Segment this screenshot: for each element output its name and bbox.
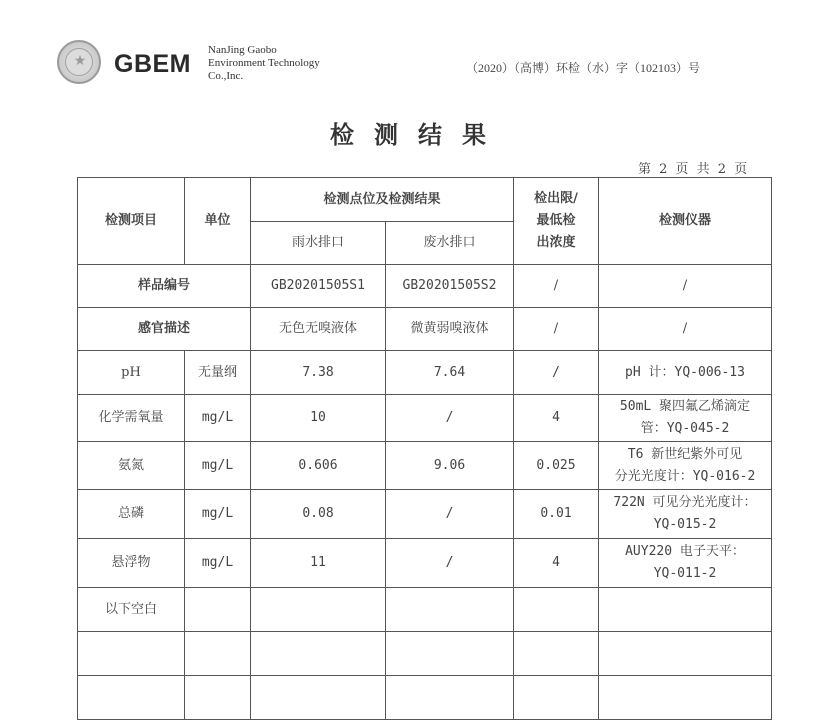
row-p1: 0.08 xyxy=(251,490,386,539)
row-limit: 4 xyxy=(514,539,599,588)
row-item: pH xyxy=(78,351,185,395)
header-detection-limit-line: 最低检 xyxy=(536,213,576,228)
page-title: 检测结果 xyxy=(330,120,506,149)
row-unit: mg/L xyxy=(185,442,251,490)
row-limit: 4 xyxy=(514,395,599,442)
empty-cell xyxy=(599,632,772,676)
empty-cell xyxy=(514,588,599,632)
row-item: 化学需氧量 xyxy=(78,395,185,442)
row-p2: / xyxy=(386,539,514,588)
row-instrument xyxy=(599,490,772,539)
empty-cell xyxy=(599,588,772,632)
empty-cell xyxy=(599,676,772,720)
empty-cell xyxy=(185,676,251,720)
instrument-line: 722N 可见分光光度计： xyxy=(613,495,757,510)
table-row xyxy=(78,442,772,490)
document-number: （2020）（高博）环检（水）字（102103）号 xyxy=(466,61,701,75)
sensory-p2: 微黄弱嗅液体 xyxy=(386,308,514,351)
empty-cell xyxy=(386,632,514,676)
company-name-line: Environment Technology xyxy=(208,57,320,69)
empty-cell xyxy=(514,632,599,676)
header-detection-limit xyxy=(514,178,599,265)
table-row xyxy=(78,539,772,588)
row-p2: 9.06 xyxy=(386,442,514,490)
instrument-line: 管：YQ-045-2 xyxy=(640,421,730,436)
company-name-line: NanJing Gaobo xyxy=(208,44,277,56)
empty-cell xyxy=(386,588,514,632)
sample-limit: / xyxy=(514,265,599,308)
row-unit: 无量纲 xyxy=(185,351,251,395)
row-unit: mg/L xyxy=(185,490,251,539)
row-instrument xyxy=(599,395,772,442)
empty-cell xyxy=(514,676,599,720)
empty-cell xyxy=(78,676,185,720)
company-logo-text: GBEM xyxy=(114,50,191,78)
sensory-label: 感官描述 xyxy=(78,308,251,351)
header-point2: 废水排口 xyxy=(386,222,514,265)
row-p1: 0.606 xyxy=(251,442,386,490)
row-item: 氨氮 xyxy=(78,442,185,490)
row-limit: 0.025 xyxy=(514,442,599,490)
sample-p1: GB20201505S1 xyxy=(251,265,386,308)
row-unit: mg/L xyxy=(185,395,251,442)
instrument-line: pH 计：YQ-006-13 xyxy=(625,364,745,380)
empty-cell xyxy=(251,676,386,720)
table-row-sensory xyxy=(78,308,772,351)
header-detection-limit-line: 出浓度 xyxy=(536,235,576,250)
empty-cell xyxy=(386,676,514,720)
instrument-line: YQ-011-2 xyxy=(653,566,717,581)
table-row xyxy=(78,395,772,442)
empty-cell xyxy=(251,632,386,676)
row-item: 悬浮物 xyxy=(78,539,185,588)
instrument-line: T6 新世纪紫外可见 xyxy=(627,446,743,462)
table-row xyxy=(78,351,772,395)
row-p2: / xyxy=(386,395,514,442)
company-name-line: Co.,Inc. xyxy=(208,70,244,82)
sensory-limit: / xyxy=(514,308,599,351)
empty-cell xyxy=(78,632,185,676)
company-name xyxy=(208,44,320,83)
header-detection-limit-line: 检出限/ xyxy=(534,191,578,206)
sample-instrument: / xyxy=(599,265,772,308)
instrument-line: 50mL 聚四氟乙烯滴定 xyxy=(619,399,751,414)
header-instrument: 检测仪器 xyxy=(599,178,772,265)
sensory-instrument: / xyxy=(599,308,772,351)
empty-cell xyxy=(185,588,251,632)
table-row-empty xyxy=(78,676,772,720)
row-p2: 7.64 xyxy=(386,351,514,395)
table-header-row xyxy=(78,178,772,222)
sensory-p1: 无色无嗅液体 xyxy=(251,308,386,351)
empty-cell xyxy=(185,632,251,676)
row-p2: / xyxy=(386,490,514,539)
row-p1: 10 xyxy=(251,395,386,442)
company-seal-logo xyxy=(57,40,101,84)
row-limit: / xyxy=(514,351,599,395)
seal-emblem-icon: ★ xyxy=(73,53,87,69)
sample-label: 样品编号 xyxy=(78,265,251,308)
table-row-sample xyxy=(78,265,772,308)
row-instrument xyxy=(599,351,772,395)
page-number: 第 2 页 共 2 页 xyxy=(638,162,750,177)
header-point1: 雨水排口 xyxy=(251,222,386,265)
table-row-blank-label xyxy=(78,588,772,632)
header-unit: 单位 xyxy=(185,178,251,265)
row-item: 总磷 xyxy=(78,490,185,539)
header-item: 检测项目 xyxy=(78,178,185,265)
table-row xyxy=(78,490,772,539)
row-limit: 0.01 xyxy=(514,490,599,539)
instrument-line: AUY220 电子天平： xyxy=(625,544,745,559)
row-p1: 11 xyxy=(251,539,386,588)
blank-label: 以下空白 xyxy=(78,588,185,632)
row-unit: mg/L xyxy=(185,539,251,588)
instrument-line: YQ-015-2 xyxy=(653,517,717,532)
row-instrument xyxy=(599,539,772,588)
empty-cell xyxy=(251,588,386,632)
instrument-line: 分光光度计：YQ-016-2 xyxy=(614,468,756,484)
result-table xyxy=(77,177,772,720)
row-p1: 7.38 xyxy=(251,351,386,395)
row-instrument xyxy=(599,442,772,490)
table-row-empty xyxy=(78,632,772,676)
seal-inner xyxy=(65,48,93,76)
sample-p2: GB20201505S2 xyxy=(386,265,514,308)
header-points-results: 检测点位及检测结果 xyxy=(251,178,514,222)
